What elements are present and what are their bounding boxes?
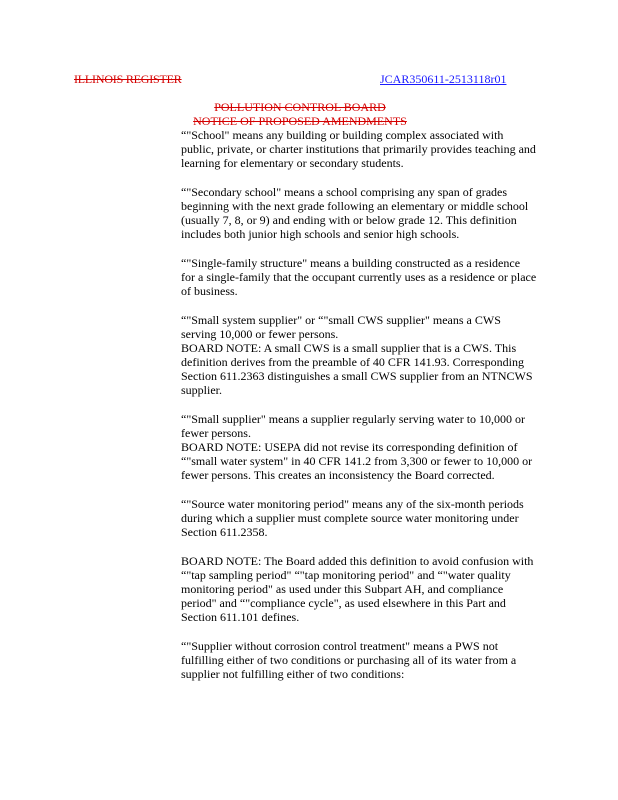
text-line: for a single-family that the occupant currently uses as a residence or place: [181, 270, 537, 284]
text-line: “"Single-family structure" means a building constructed as a residence: [181, 256, 521, 270]
text-line: supplier.: [181, 383, 222, 397]
text-line: “"Supplier without corrosion control treatment" means a PWS not: [181, 639, 499, 653]
text-line: public, private, or charter institutions that primarily provides teaching and: [181, 142, 536, 156]
text-line: fewer persons. This creates an inconsistency the Board corrected.: [181, 468, 495, 482]
board-note-line: BOARD NOTE: A small CWS is a small supplier that is a CWS. This: [181, 341, 517, 355]
text-line: definition derives from the preamble of 40 CFR 141.93. Corresponding: [181, 355, 524, 369]
text-line: Section 611.2358.: [181, 525, 268, 539]
document-body: [181, 128, 591, 696]
text-line: “"Source water monitoring period" means any of the six-month periods: [181, 497, 524, 511]
text-line: monitoring period" as used under this Subpart AH, and compliance: [181, 582, 504, 596]
text-line: Section 611.101 defines.: [181, 610, 300, 624]
text-line: serving 10,000 or fewer persons.: [181, 327, 339, 341]
text-line: (usually 7, 8, or 9) and ending with or below grade 12. This definition: [181, 213, 517, 227]
text-line: during which a supplier must complete source water monitoring under: [181, 511, 519, 525]
text-line: fewer persons.: [181, 426, 251, 440]
text-line: “"School" means any building or building complex associated with: [181, 128, 504, 142]
text-line: period" and “"compliance cycle", as used elsewhere in this Part and: [181, 596, 506, 610]
text-line: “"small water system" in 40 CFR 141.2 from 3,300 or fewer to 10,000 or: [181, 454, 533, 468]
paragraph-school: [181, 128, 591, 170]
paragraph-secondary-school: [181, 185, 591, 241]
paragraph-small-system-supplier: [181, 313, 591, 397]
paragraph-supplier-without-cct: [181, 639, 591, 681]
citation-link[interactable]: JCAR350611-2513118r01: [380, 72, 507, 86]
text-line: includes both junior high schools and senior high schools.: [181, 227, 460, 241]
text-line: “"Small supplier" means a supplier regularly serving water to 10,000 or: [181, 412, 526, 426]
paragraph-small-supplier: [181, 412, 591, 482]
text-line: “"Secondary school" means a school comprising any span of grades: [181, 185, 508, 199]
text-line: fulfilling either of two conditions or purchasing all of its water from a: [181, 653, 517, 667]
paragraph-source-water: [181, 497, 591, 539]
text-line: Section 611.2363 distinguishes a small CWS supplier from an NTNCWS: [181, 369, 533, 383]
title-notice: NOTICE OF PROPOSED AMENDMENTS: [193, 114, 407, 128]
text-line: learning for elementary or secondary students.: [181, 156, 404, 170]
text-line: “"tap sampling period" “"tap monitoring period" and “"water quality: [181, 568, 511, 582]
title-board: POLLUTION CONTROL BOARD: [214, 100, 386, 114]
text-line: supplier not fulfilling either of two conditions:: [181, 667, 405, 681]
register-label: ILLINOIS REGISTER: [74, 72, 182, 86]
text-line: “"Small system supplier" or “"small CWS supplier" means a CWS: [181, 313, 501, 327]
paragraph-board-note-sampling: [181, 554, 591, 624]
text-line: beginning with the next grade following an elementary or middle school: [181, 199, 529, 213]
paragraph-single-family: [181, 256, 591, 298]
board-note-line: BOARD NOTE: The Board added this definition to avoid confusion with: [181, 554, 534, 568]
text-line: of business.: [181, 284, 238, 298]
board-note-line: BOARD NOTE: USEPA did not revise its corresponding definition of: [181, 440, 518, 454]
